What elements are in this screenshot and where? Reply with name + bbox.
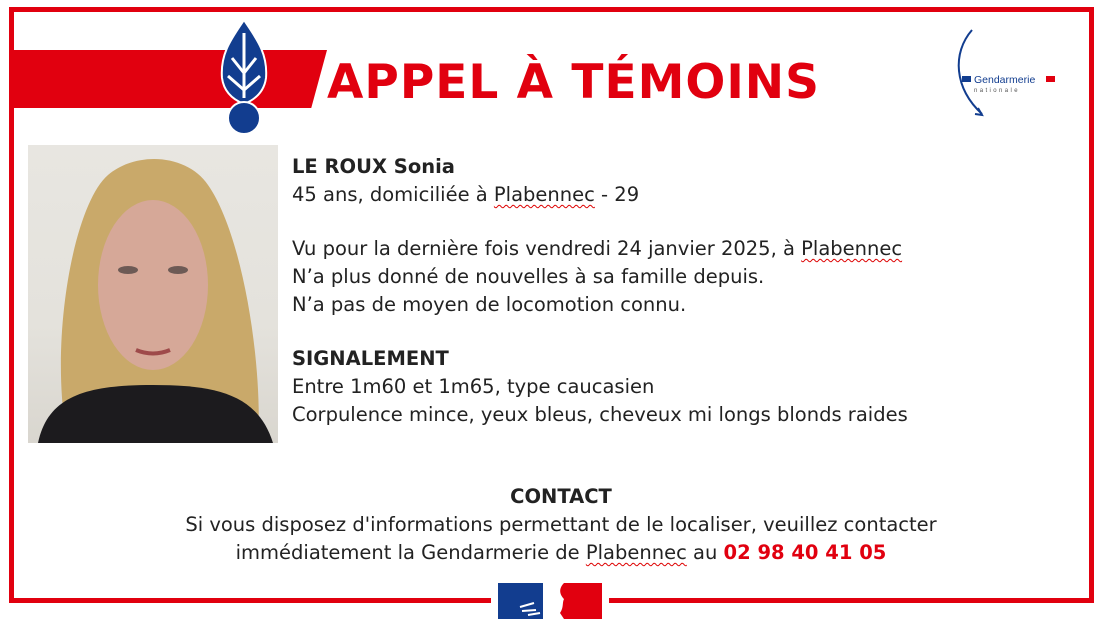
contact-town: Plabennec xyxy=(585,541,687,564)
contact-heading: CONTACT xyxy=(510,485,612,508)
marianne-republique-logo xyxy=(498,583,602,619)
last-seen-text: Vu pour la dernière fois vendredi 24 janvier 2025, à xyxy=(292,237,802,260)
no-transport: N’a pas de moyen de locomotion connu. xyxy=(292,293,687,316)
contact-line-1: Si vous disposez d'informations permettant de le localiser, veuillez contacter xyxy=(185,513,937,536)
description-heading: SIGNALEMENT xyxy=(292,347,449,370)
contact-text: immédiatement la Gendarmerie de xyxy=(235,541,586,564)
contact-phone[interactable]: 02 98 40 41 05 xyxy=(723,541,887,564)
person-age-residence xyxy=(292,181,908,209)
age-text: 45 ans, domiciliée à xyxy=(292,183,494,206)
gendarmerie-grenade-icon xyxy=(212,18,276,136)
description-build: Corpulence mince, yeux bleus, cheveux mi longs blonds raides xyxy=(292,403,908,426)
last-seen xyxy=(292,235,908,263)
bottom-rule-right xyxy=(609,598,1094,603)
person-details xyxy=(292,153,908,429)
last-seen-town: Plabennec xyxy=(801,237,903,260)
gendarmerie-nationale-logo xyxy=(950,28,1070,118)
department-text: - 29 xyxy=(594,183,640,206)
header-red-band xyxy=(12,50,327,108)
person-name: LE ROUX Sonia xyxy=(292,155,455,178)
bottom-rule-left xyxy=(9,598,491,603)
missing-person-photo xyxy=(28,145,278,443)
svg-text:Gendarmerie: Gendarmerie xyxy=(974,74,1036,86)
page-title: APPEL À TÉMOINS xyxy=(327,55,820,110)
contact-line-2 xyxy=(0,539,1100,567)
svg-text:nationale: nationale xyxy=(974,88,1020,94)
town-name: Plabennec xyxy=(493,183,595,206)
no-news: N’a plus donné de nouvelles à sa famille depuis. xyxy=(292,265,765,288)
contact-section xyxy=(0,483,1100,567)
description-height: Entre 1m60 et 1m65, type caucasien xyxy=(292,375,655,398)
contact-connector: au xyxy=(686,541,724,564)
